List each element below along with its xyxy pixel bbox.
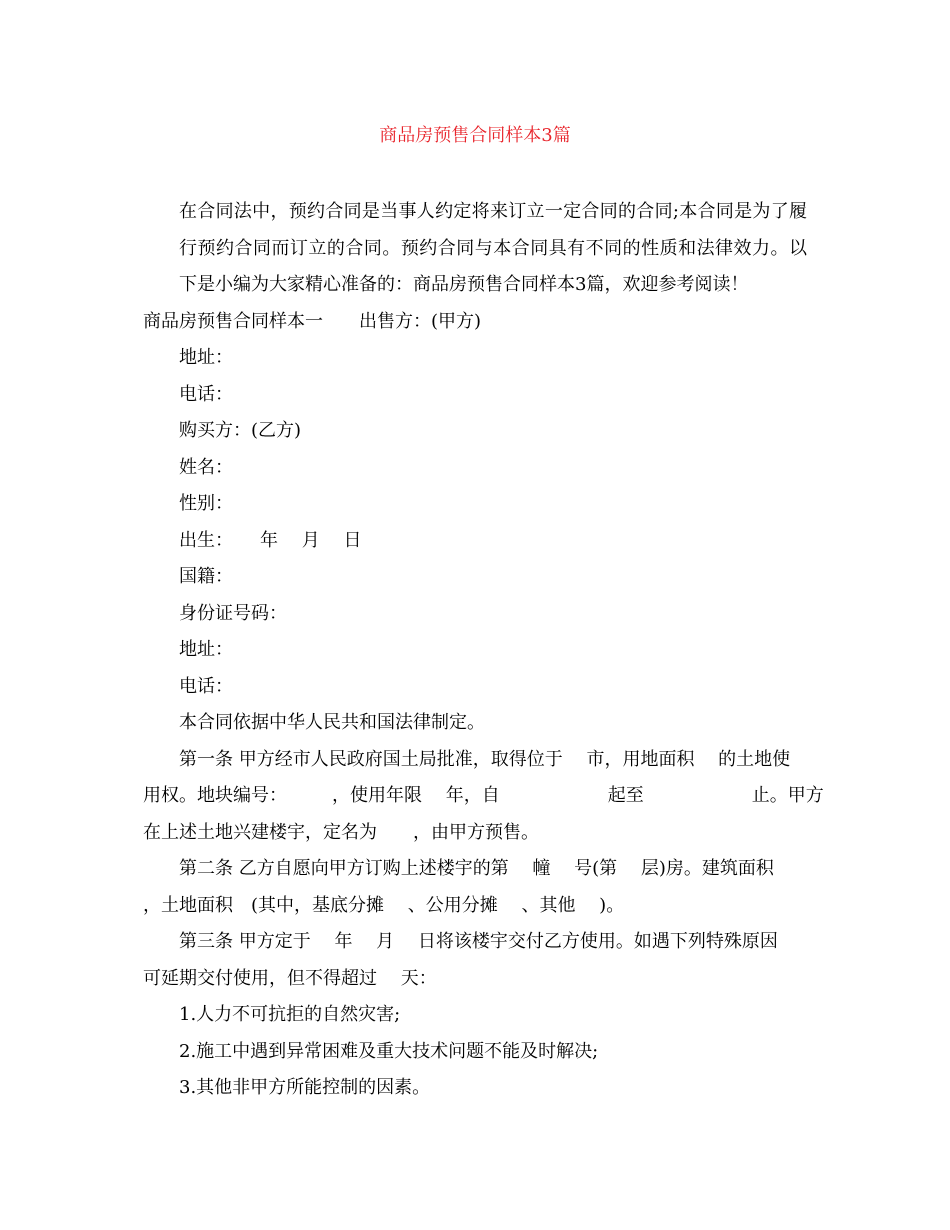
seller-label: 出售方：(甲方) (359, 310, 482, 332)
article-1-line-1: 第一条 甲方经市人民政府国土局批准，取得位于 市，用地面积 的土地使 (179, 748, 791, 770)
buyer-phone: 电话： (179, 675, 233, 697)
article-1-line-3: 在上述土地兴建楼宇，定名为 ，由甲方预售。 (143, 821, 539, 843)
list-item-2: 2.施工中遇到异常困难及重大技术问题不能及时解决; (179, 1040, 599, 1062)
seller-phone: 电话： (179, 383, 233, 405)
intro-paragraph: 在合同法中，预约合同是当事人约定将来订立一定合同的合同;本合同是为了履行预约合同而订立的合同。预约合同与本合同具有不同的性质和法律效力。以下是小编为大家精心准备的：商品房预售合同样本3篇，欢迎参考阅读！ (179, 201, 807, 295)
buyer-address: 地址： (179, 639, 233, 660)
article-2-line-2: ，土地面积 (其中，基底分摊 、公用分摊 、其他 )。 (143, 894, 625, 916)
seller-address: 地址： (179, 347, 233, 368)
section-heading: 商品房预售合同样本一 (143, 310, 323, 332)
buyer-birth: 出生： 年 月 日 (179, 529, 362, 551)
section-heading-line (143, 304, 807, 341)
list-item-1: 1.人力不可抗拒的自然灾害; (179, 1004, 401, 1025)
document-body (143, 194, 824, 1107)
document-title: 商品房预售合同样本3篇 (379, 125, 571, 146)
basis-paragraph: 本合同依据中华人民共和国法律制定。 (179, 712, 485, 733)
article-2-line-1: 第二条 乙方自愿向甲方订购上述楼宇的第 幢 号(第 层)房。建筑面积 (179, 858, 774, 879)
article-3-line-2: 可延期交付使用，但不得超过 天： (143, 967, 437, 989)
buyer-nationality: 国籍： (179, 566, 233, 587)
article-1-line-2: 用权。地块编号： ，使用年限 年，自 起至 止。甲方 (143, 785, 824, 806)
list-item-3: 3.其他非甲方所能控制的因素。 (179, 1077, 431, 1098)
buyer-label: 购买方：(乙方) (179, 420, 302, 441)
buyer-name: 姓名： (179, 456, 233, 478)
buyer-id: 身份证号码： (179, 602, 287, 624)
article-3-line-1: 第三条 甲方定于 年 月 日将该楼宇交付乙方使用。如遇下列特殊原因 (179, 931, 778, 952)
buyer-gender: 性别： (179, 493, 233, 514)
